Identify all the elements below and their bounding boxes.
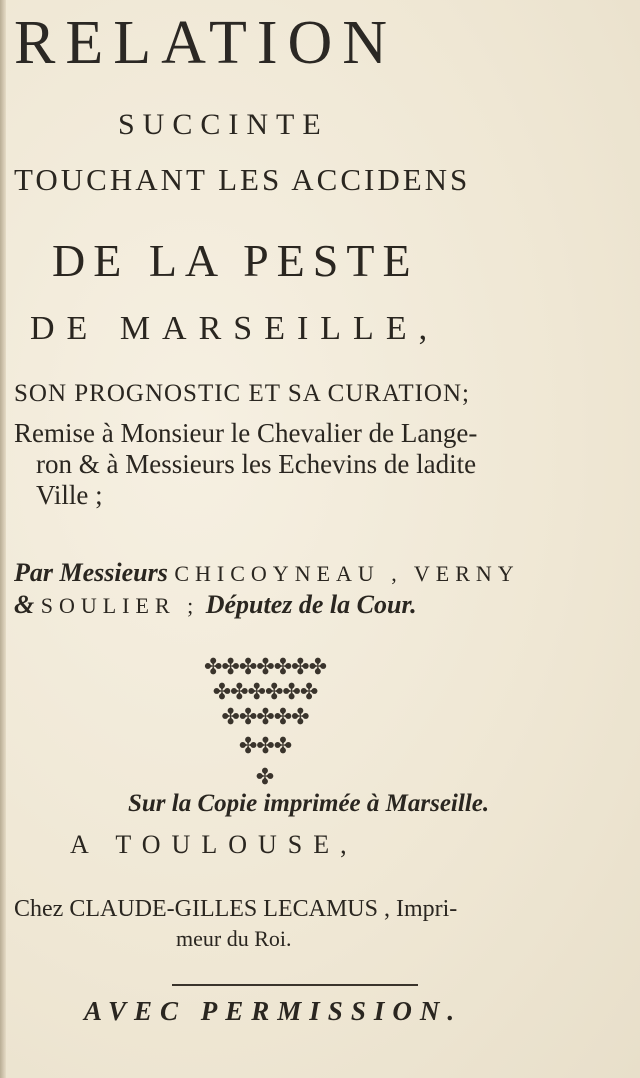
divider-rule [172,984,418,986]
dedication-line-3: Ville ; [36,480,103,510]
page-edge [0,0,6,1078]
author-line-1 [14,558,640,588]
dedication-line-1: Remise à Monsieur le Chevalier de Lange- [14,418,478,448]
author-and: & [14,590,35,619]
ornament-row-4: ✤✤✤ [238,734,292,759]
title-de-la-peste: DE LA PESTE [52,235,419,286]
privilege-line: AVEC PERMISSION. [84,996,463,1026]
imprint-city: A TOULOUSE, [70,830,358,859]
author-line-2 [14,590,640,620]
ornament-row-1: ✤✤✤✤✤✤✤ [203,655,327,680]
ornament-row-5: ✤ [255,765,275,790]
author-names-1: CHICOYNEAU , VERNY [174,561,520,586]
author-role: Députez de la Cour. [205,590,417,619]
title-touchant: TOUCHANT LES ACCIDENS [14,162,471,197]
dedication-line-2: ron & à Messieurs les Echevins de ladite [36,449,477,479]
ornament-row-3: ✤✤✤✤✤ [221,705,309,730]
author-names-2: SOULIER ; [40,593,200,618]
title-succinte: SUCCINTE [118,108,329,141]
ornament-row-2: ✤✤✤✤✤✤ [212,680,318,705]
title-de-marseille: DE MARSEILLE, [30,310,440,347]
title-prognostic: SON PROGNOSTIC ET SA CURATION; [14,380,470,407]
title-relation: RELATION [14,9,398,77]
printer-line-2: meur du Roi. [176,926,292,951]
printer-line-1: Chez CLAUDE-GILLES LECAMUS , Impri- [14,896,458,922]
imprint-note: Sur la Copie imprimée à Marseille. [128,790,490,817]
author-label: Messieurs [59,558,168,587]
author-prefix: Par [14,558,53,587]
